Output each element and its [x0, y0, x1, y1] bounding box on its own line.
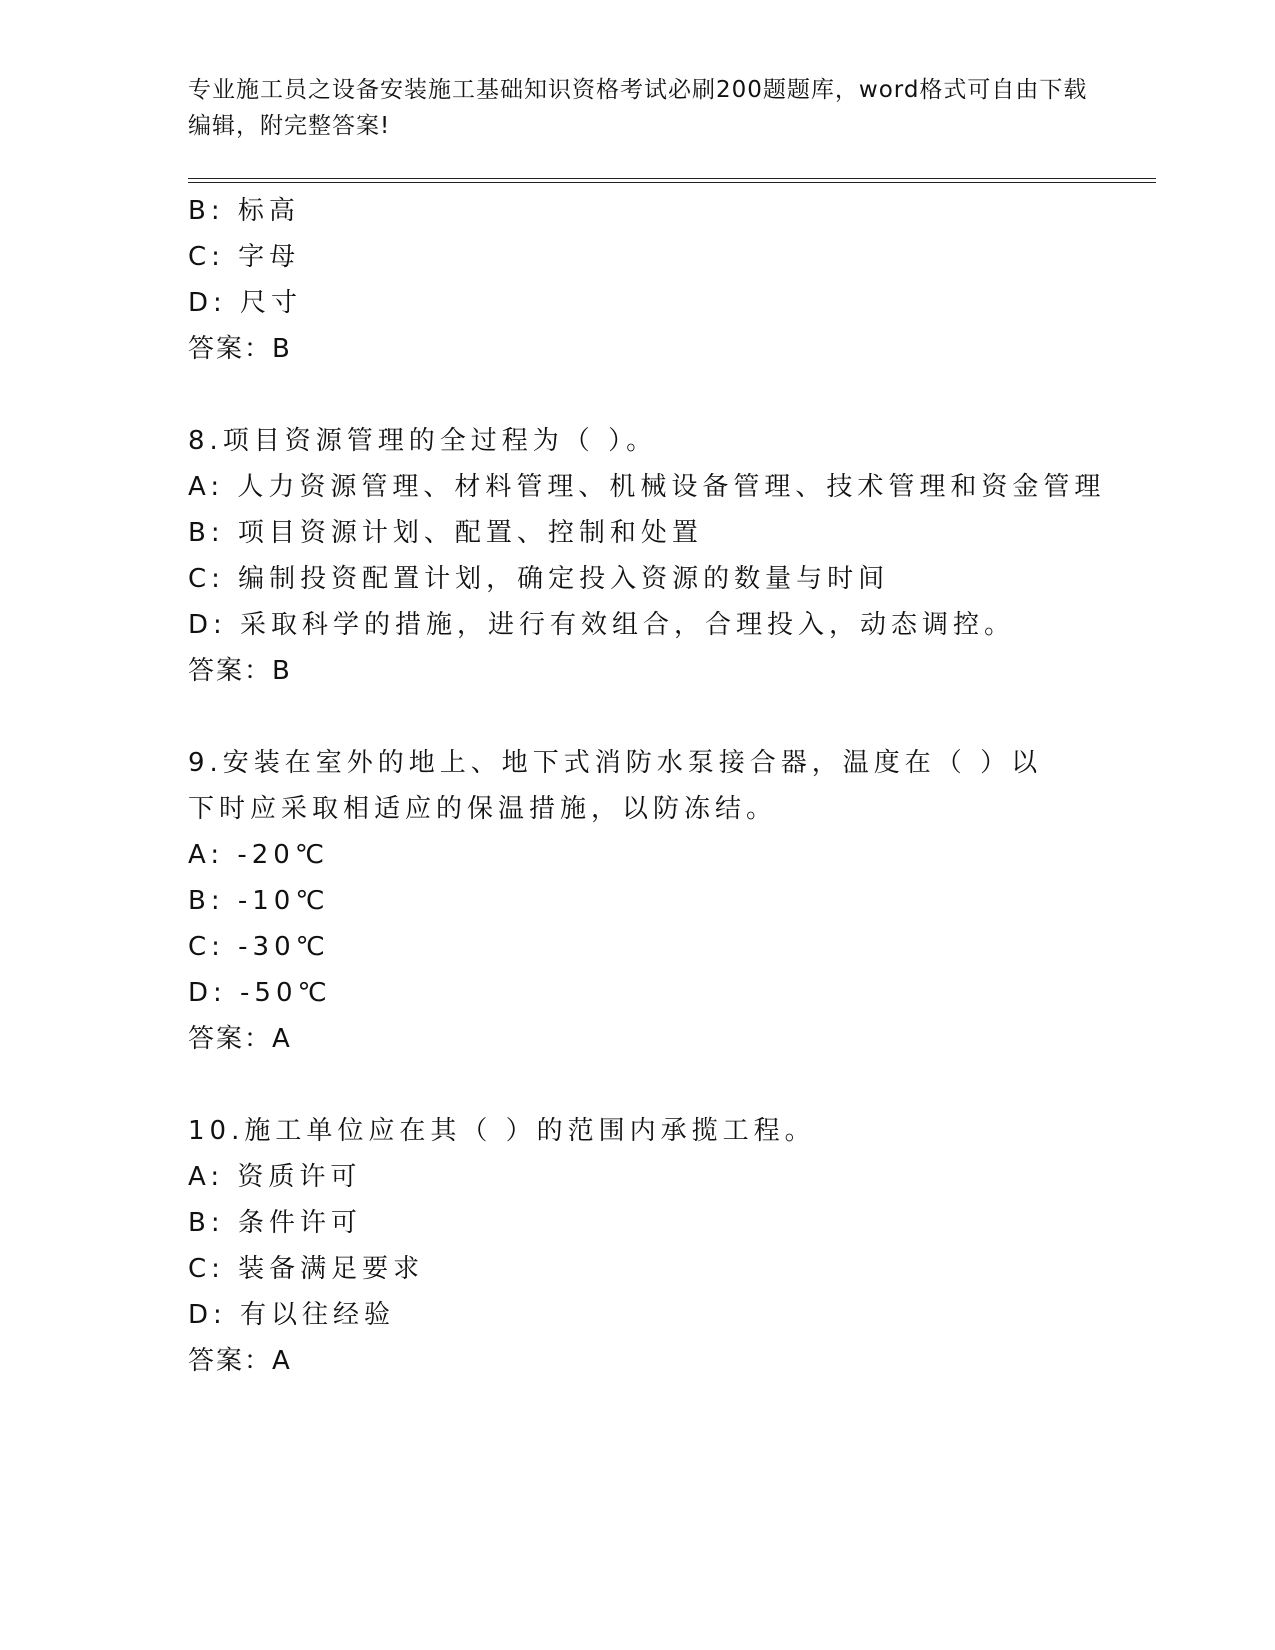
option-c: C: -30℃ — [188, 932, 330, 962]
question-text: 9.安装在室外的地上、地下式消防水泵接合器，温度在（ ）以下时应采取相适应的保温措施，以防冻结。 — [188, 748, 1043, 824]
question-text: 8.项目资源管理的全过程为（ ）。 — [188, 426, 658, 456]
answer: 答案：B — [188, 334, 292, 364]
option-c: C: 装备满足要求 — [188, 1254, 425, 1284]
option-a: A: -20℃ — [188, 840, 330, 870]
question-text: 10.施工单位应在其（ ）的范围内承揽工程。 — [188, 1116, 816, 1146]
header-divider — [188, 178, 1156, 183]
option-b: B: 条件许可 — [188, 1208, 362, 1238]
option-d: D: 采取科学的措施，进行有效组合，合理投入，动态调控。 — [188, 610, 1016, 640]
spacer — [188, 372, 1148, 418]
option-a: A: 人力资源管理、材料管理、机械设备管理、技术管理和资金管理 — [188, 472, 1106, 502]
option-d: D: -50℃ — [188, 978, 332, 1008]
option-d: D: 尺寸 — [188, 288, 303, 318]
spacer — [188, 694, 1148, 740]
answer: 答案：A — [188, 1346, 292, 1376]
question-list — [188, 188, 1148, 1384]
spacer — [188, 1062, 1148, 1108]
option-b: B: 项目资源计划、配置、控制和处置 — [188, 518, 703, 548]
option-b: B: -10℃ — [188, 886, 330, 916]
question-10 — [188, 1108, 1148, 1384]
partial-question — [188, 188, 1148, 372]
page-header: 专业施工员之设备安装施工基础知识资格考试必刷200题题库，word格式可自由下载编辑，附完整答案! — [188, 77, 1088, 139]
question-8 — [188, 418, 1148, 694]
question-9 — [188, 740, 1148, 1062]
option-a: A: 资质许可 — [188, 1162, 362, 1192]
option-b: B: 标高 — [188, 196, 300, 226]
option-c: C: 编制投资配置计划，确定投入资源的数量与时间 — [188, 564, 890, 594]
option-c: C: 字母 — [188, 242, 301, 272]
answer: 答案：B — [188, 656, 292, 686]
option-d: D: 有以往经验 — [188, 1300, 396, 1330]
answer: 答案：A — [188, 1024, 292, 1054]
